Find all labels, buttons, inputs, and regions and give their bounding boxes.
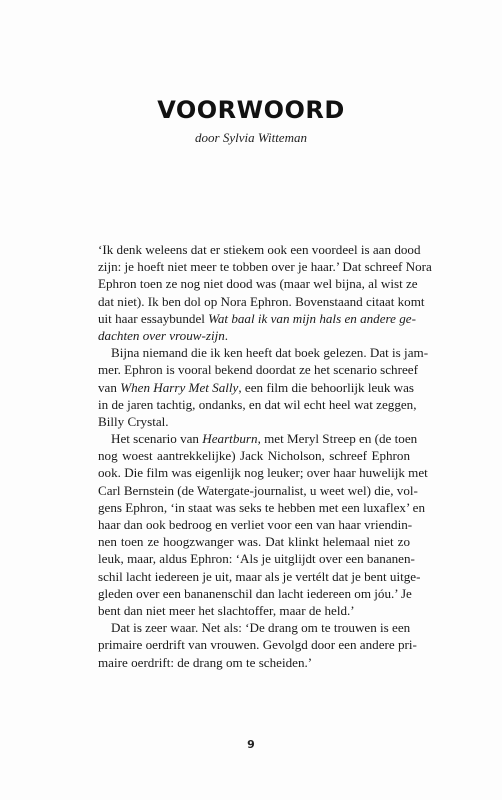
text-line	[98, 585, 410, 602]
author-byline: door Sylvia Witteman	[195, 130, 307, 145]
text-line	[98, 602, 410, 619]
text-segment: Ephron toen ze nog niet dood was (maar wel bijna, al wist ze	[98, 276, 418, 292]
text-segment: schil lacht iedereen je uit, maar als je vertélt dat je bent uitge-	[98, 568, 421, 584]
text-segment: primaire oerdrift van vrouwen. Gevolgd door een andere pri-	[98, 637, 417, 653]
text-segment: Billy Crystal.	[98, 413, 169, 429]
italic-text: dachten over vrouw-zijn	[98, 327, 225, 343]
text-line	[98, 482, 418, 499]
text-segment: leuk, maar, aldus Ephron: ‘Als je uitglijdt over een bananen-	[98, 551, 415, 567]
text-line	[98, 636, 417, 653]
text-line	[98, 241, 421, 258]
text-segment: in de jaren tachtig, ondanks, en dat wil echt heel wat zeggen,	[98, 396, 417, 412]
text-segment: van	[98, 379, 121, 395]
italic-text: When Harry Met Sally	[120, 379, 239, 395]
text-line	[98, 550, 415, 567]
text-segment: dat niet). Ik ben dol op Nora Ephron. Bovenstaand citaat komt	[98, 293, 425, 309]
text-segment: nog woest aantrekkelijke) Jack Nicholson, schreef Ephron	[98, 448, 410, 464]
text-line	[98, 430, 418, 447]
text-line	[98, 447, 410, 464]
text-segment: .	[224, 327, 229, 343]
text-line	[98, 464, 428, 481]
text-line	[98, 379, 415, 396]
text-line	[98, 275, 418, 292]
text-segment: ook. Die film was eigenlijk nog leuker; over haar huwelijk met	[98, 465, 428, 481]
text-segment: haar dan ook bedroog en verliet voor een van haar vriendin-	[98, 517, 413, 532]
italic-text: Heartburn	[202, 431, 258, 447]
text-line	[98, 516, 413, 533]
text-line	[98, 344, 429, 361]
text-line	[98, 361, 418, 378]
text-segment: Carl Bernstein (de Watergate-journalist, u weet wel) die, vol-	[98, 482, 418, 498]
text-line	[98, 619, 410, 636]
text-segment: nen toen ze hoogzwanger was. Dat klinkt helemaal niet zo	[98, 534, 410, 550]
text-segment: , met Meryl Streep en (de toen	[257, 431, 418, 447]
text-segment: , een film die behoorlijk leuk was	[238, 379, 415, 395]
text-line	[98, 396, 417, 413]
text-segment: gleden over een bananenschil dan lacht iedereen om jóu.’ Je	[98, 585, 412, 601]
page-number: 9	[247, 738, 255, 751]
italic-text: Wat baal ik van mijn hals en andere ge-	[208, 310, 416, 326]
text-segment: bent dan niet meer het slachtoffer, maar de held.’	[98, 602, 355, 618]
text-line	[98, 310, 416, 327]
text-line	[98, 533, 410, 550]
text-segment: Bijna niemand die ik ken heeft dat boek gelezen. Dat is jam-	[111, 345, 429, 361]
text-line	[98, 499, 425, 516]
text-line	[98, 568, 421, 585]
text-line	[98, 327, 410, 344]
body-text	[98, 241, 432, 671]
text-segment: mer. Ephron is vooral bekend doordat ze het scenario schreef	[98, 362, 418, 378]
text-segment: ‘Ik denk weleens dat er stiekem ook een voordeel is aan dood	[98, 242, 421, 257]
text-segment: gens Ephron, ‘in staat was seks te hebben met een luxaflex’ en	[98, 499, 425, 515]
text-segment: uit haar essaybundel	[98, 310, 209, 326]
text-line	[98, 654, 410, 671]
text-line	[98, 413, 410, 430]
text-line	[98, 293, 425, 310]
text-segment: zijn: je hoeft niet meer te tobben over je haar.’ Dat schreef Nora	[98, 259, 432, 275]
page-title: VOORWOORD	[157, 96, 345, 124]
text-segment: Dat is zeer waar. Net als: ‘De drang om te trouwen is een	[111, 620, 411, 636]
text-segment: Het scenario van	[111, 431, 203, 447]
text-line	[98, 258, 432, 275]
text-segment: maire oerdrift: de drang om te scheiden.’	[98, 654, 313, 670]
